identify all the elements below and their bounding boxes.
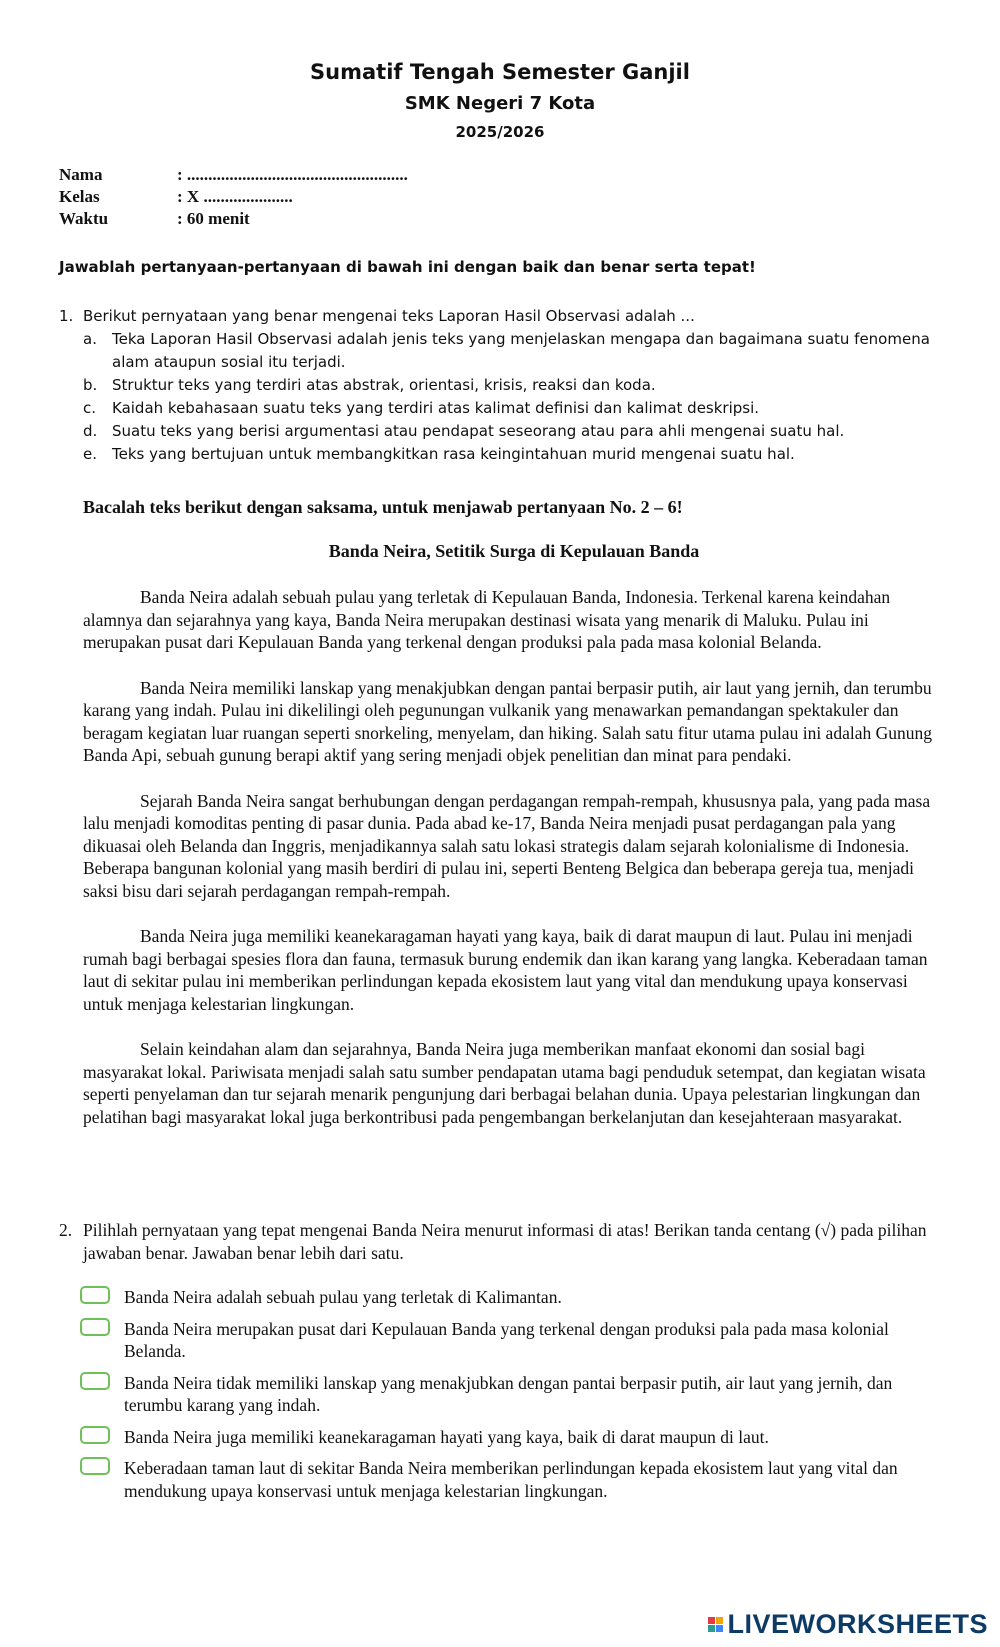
checkbox-option [80,1457,950,1502]
question-2 [59,1219,939,1264]
answer-option-b [59,374,959,397]
checkbox-option [80,1286,950,1309]
identity-label: Waktu [59,209,109,228]
school-year: 2025/2026 [455,123,545,141]
answer-checkbox[interactable] [80,1286,110,1304]
answer-checkbox[interactable] [80,1318,110,1336]
question-stem: Pilihlah pernyataan yang tepat mengenai Banda Neira menurut informasi di atas! Berikan tanda centang (√) pada pilihan jawaban benar. Jawaban benar lebih dari satu. [83,1220,927,1263]
identity-value: : .................................................... [177,165,408,184]
passage-paragraph: Selain keindahan alam dan sejarahnya, Banda Neira juga memberikan manfaat ekonomi dan sosial bagi masyarakat lokal. Pariwisata menjadi salah satu sumber pendapatan utama bagi penduduk setempat, dan kegiatan wisata seperti penyelaman dan tur sejarah menarik pengunjung dari berbagai belahan dunia. Upaya pelestarian lingkungan dan pelatihan bagi masyarakat lokal juga berkontribusi pada pengembangan berkelanjutan dan kesejahteraan masyarakat. [83,1039,926,1127]
reading-instruction: Bacalah teks berikut dengan saksama, untuk menjawab pertanyaan No. 2 – 6! [83,497,683,517]
answer-checkbox[interactable] [80,1372,110,1390]
option-text: Suatu teks yang berisi argumentasi atau pendapat seseorang atau para ahli mengenai suatu hal. [112,422,845,440]
liveworksheets-logo [708,1609,988,1640]
option-text: Teks yang bertujuan untuk membangkitkan rasa keingintahuan murid mengenai suatu hal. [112,445,795,463]
checkbox-option-text: Keberadaan taman laut di sekitar Banda Neira memberikan perlindungan kepada ekosistem laut yang vital dan mendukung upaya konservasi untuk menjaga kelestarian lingkungan. [124,1458,898,1501]
identity-row-nama [59,164,408,186]
general-instruction: Jawablah pertanyaan-pertanyaan di bawah ini dengan baik dan benar serta tepat! [59,258,756,276]
identity-value: : X ..................... [177,187,293,206]
checkbox-options [80,1286,950,1511]
passage-paragraph: Banda Neira juga memiliki keanekaragaman hayati yang kaya, baik di darat maupun di laut. Pulau ini menjadi rumah bagi berbagai spesies flora dan fauna, termasuk burung endemik dan ikan karang yang langka. Keberadaan taman laut di sekitar pulau ini memberikan perlindungan kepada ekosistem laut yang vital dan mendukung upaya konservasi untuk menjaga kelestarian lingkungan. [83,926,928,1014]
answer-option-d [59,420,959,443]
question-1 [59,305,959,466]
answer-checkbox[interactable] [80,1457,110,1475]
option-letter: c. [83,399,97,417]
identity-row-kelas [59,186,408,208]
option-text: Teka Laporan Hasil Observasi adalah jenis teks yang menjelaskan mengapa dan bagaimana suatu fenomena alam ataupun sosial itu terjadi. [112,330,930,371]
identity-row-waktu [59,208,408,230]
checkbox-option-text: Banda Neira tidak memiliki lanskap yang menakjubkan dengan pantai berpasir putih, air laut yang jernih, dan terumbu karang yang indah. [124,1372,893,1415]
option-letter: e. [83,445,97,463]
passage-paragraph: Sejarah Banda Neira sangat berhubungan dengan perdagangan rempah-rempah, khususnya pala, yang pada masa lalu menjadi komoditas penting di pasar dunia. Pada abad ke-17, Banda Neira menjadi pusat perdagangan pala yang dikuasai oleh Belanda dan Inggris, menjadikannya salah satu lokasi strategis dalam sejarah kolonialisme di Indonesia. Beberapa bangunan kolonial yang masih berdiri di pulau ini, seperti Benteng Belgica dan beberapa gereja tua, menjadi saksi bisu dari sejarah perdagangan rempah-rempah. [83,790,931,901]
identity-value: : 60 menit [177,209,250,228]
identity-label: Nama [59,165,103,184]
answer-checkbox[interactable] [80,1426,110,1444]
reading-passage [83,586,943,1151]
option-letter: a. [83,330,97,348]
logo-text: LIVEWORKSHEETS [727,1609,988,1639]
passage-title: Banda Neira, Setitik Surga di Kepulauan Banda [328,541,700,561]
checkbox-option-text: Banda Neira merupakan pusat dari Kepulauan Banda yang terkenal dengan produksi pala pada masa kolonial Belanda. [124,1318,889,1361]
logo-icon [708,1617,723,1632]
answer-option-a [59,328,959,374]
identity-label: Kelas [59,187,100,206]
option-letter: b. [83,376,98,394]
option-text: Kaidah kebahasaan suatu teks yang terdiri atas kalimat definisi dan kalimat deskripsi. [112,399,760,417]
checkbox-option [80,1318,950,1363]
checkbox-option-text: Banda Neira adalah sebuah pulau yang terletak di Kalimantan. [124,1287,562,1307]
checkbox-option-text: Banda Neira juga memiliki keanekaragaman hayati yang kaya, baik di darat maupun di laut. [124,1426,769,1447]
worksheet-title: Sumatif Tengah Semester Ganjil [310,60,690,84]
checkbox-option [80,1426,950,1449]
question-stem: Berikut pernyataan yang benar mengenai teks Laporan Hasil Observasi adalah ... [83,307,695,325]
checkbox-option [80,1372,950,1417]
question-number: 1. [59,307,74,325]
option-text: Struktur teks yang terdiri atas abstrak, orientasi, krisis, reaksi dan koda. [112,376,656,394]
answer-option-c [59,397,959,420]
school-name: SMK Negeri 7 Kota [404,93,596,114]
question-number: 2. [59,1220,73,1240]
passage-paragraph: Banda Neira memiliki lanskap yang menakjubkan dengan pantai berpasir putih, air laut yang jernih, dan terumbu karang yang indah. Pulau ini dikelilingi oleh pegunungan vulkanik yang menawarkan pemandangan spektakuler dan beragam kegiatan luar ruangan seperti snorkeling, menyelam, dan hiking. Salah satu fitur utama pulau ini adalah Gunung Banda Api, sebuah gunung berapi aktif yang sering menjadi objek penelitian dan minat para pendaki. [83,677,932,765]
answer-option-e [59,443,959,466]
passage-paragraph: Banda Neira adalah sebuah pulau yang terletak di Kepulauan Banda, Indonesia. Terkenal karena keindahan alamnya dan sejarahnya yang kaya, Banda Neira merupakan destinasi wisata yang menarik di Maluku. Pulau ini merupakan pusat dari Kepulauan Banda yang terkenal dengan produksi pala pada masa kolonial Belanda. [83,587,891,652]
option-letter: d. [83,422,98,440]
identity-block [59,164,408,230]
